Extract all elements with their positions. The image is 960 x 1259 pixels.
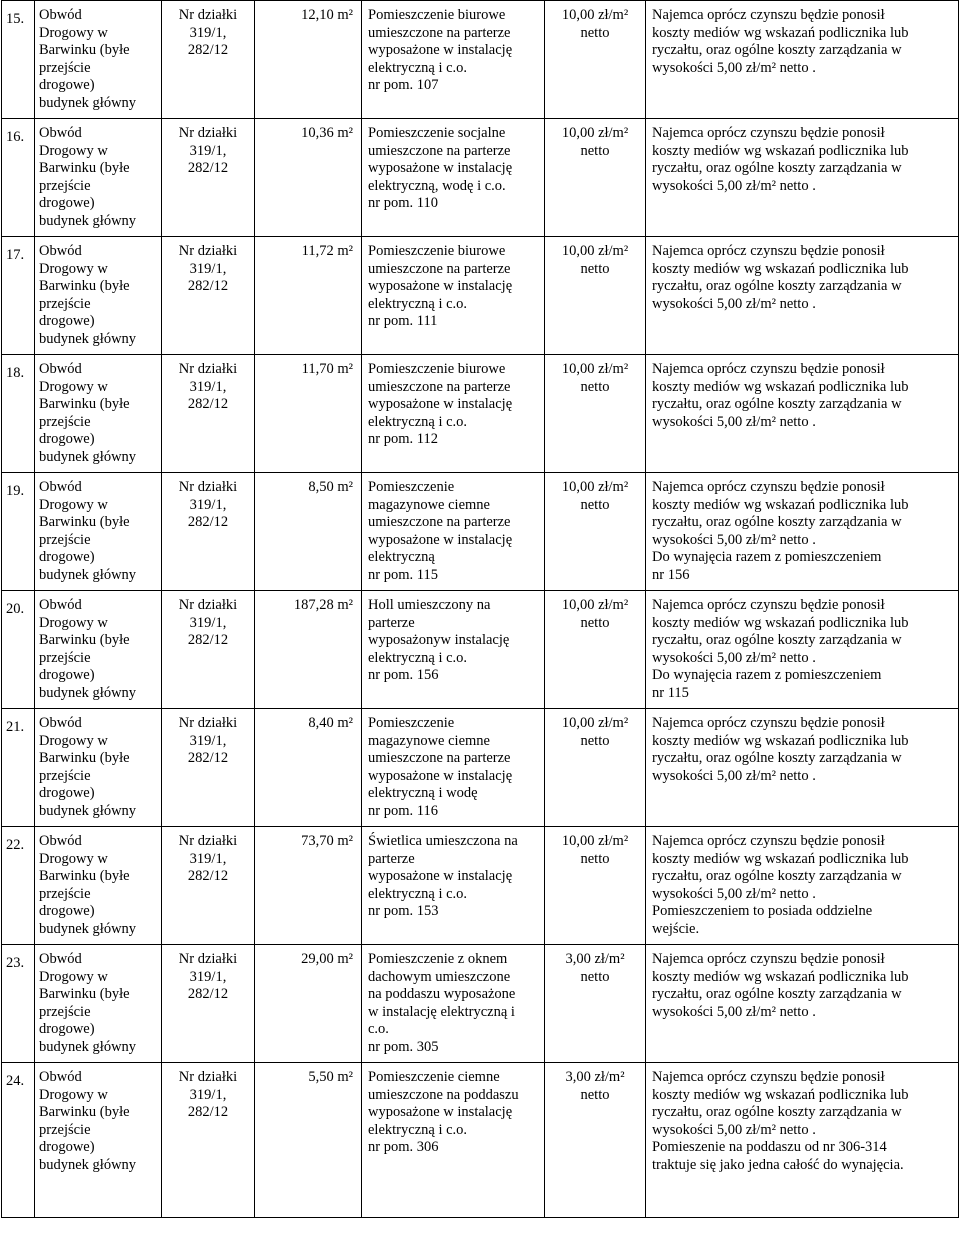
description-line: wyposażone w instalację <box>368 868 513 885</box>
plot-number-line: 319/1, <box>189 1086 227 1103</box>
description-cell <box>362 473 545 591</box>
location-line: Obwód <box>39 479 82 495</box>
table-row <box>2 1063 959 1218</box>
description-line: umieszczone na parterze <box>368 378 511 395</box>
description-line: umieszczone na parterze <box>368 750 511 767</box>
description-line: elektryczną i c.o. <box>368 413 468 430</box>
rent-price-line: 10,00 zł/m² <box>561 833 629 849</box>
plot-number-cell <box>162 1063 255 1218</box>
plot-number-line: 282/12 <box>187 868 229 885</box>
description-line: elektryczną i c.o. <box>368 649 468 666</box>
location-line: budynek główny <box>39 684 137 701</box>
area-cell: 12,10 m² <box>255 1 362 119</box>
notes-line: nr 115 <box>652 684 689 701</box>
location-line: przejście <box>39 295 91 312</box>
location-cell <box>35 355 162 473</box>
description-line: elektryczną i c.o. <box>368 1121 468 1138</box>
location-cell <box>35 473 162 591</box>
description-cell <box>362 945 545 1063</box>
rent-price-line: 10,00 zł/m² <box>561 243 629 259</box>
table-row <box>2 355 959 473</box>
area-cell: 11,72 m² <box>255 237 362 355</box>
table-row <box>2 1 959 119</box>
location-line: drogowe) <box>39 1021 95 1038</box>
row-number-cell: 24. <box>2 1063 35 1218</box>
rent-price-cell <box>545 355 646 473</box>
location-line: Drogowy w <box>39 142 108 159</box>
location-line: Barwinku (byłe <box>39 396 130 413</box>
description-cell <box>362 827 545 945</box>
notes-cell <box>646 945 959 1063</box>
location-line: Drogowy w <box>39 378 108 395</box>
description-line: wyposażone w instalację <box>368 42 513 59</box>
rent-price-line: 3,00 zł/m² <box>565 951 625 967</box>
location-line: budynek główny <box>39 566 137 583</box>
notes-line: ryczałtu, oraz ogólne koszty zarządzania w <box>652 750 902 767</box>
description-line: umieszczone na parterze <box>368 142 511 159</box>
plot-number-line: 319/1, <box>189 260 227 277</box>
notes-line: Do wynajęcia razem z pomieszczeniem <box>652 549 882 566</box>
rent-price-cell <box>545 119 646 237</box>
notes-line: traktuje się jako jedna całość do wynajęcia. <box>652 1156 904 1173</box>
rent-price-line: 10,00 zł/m² <box>561 361 629 377</box>
description-line: na poddaszu wyposażone <box>368 986 516 1003</box>
notes-line: wysokości 5,00 zł/m² netto . <box>652 885 816 902</box>
description-line: elektryczną i c.o. <box>368 59 468 76</box>
location-cell <box>35 591 162 709</box>
location-line: Obwód <box>39 1069 82 1085</box>
area-cell: 73,70 m² <box>255 827 362 945</box>
area-cell: 11,70 m² <box>255 355 362 473</box>
notes-line: Najemca oprócz czynszu będzie ponosił <box>652 125 885 141</box>
notes-line: wysokości 5,00 zł/m² netto . <box>652 59 816 76</box>
plot-number-line: 319/1, <box>189 378 227 395</box>
notes-line: koszty mediów wg wskazań podlicznika lub <box>652 968 909 985</box>
location-line: przejście <box>39 649 91 666</box>
notes-line: Najemca oprócz czynszu będzie ponosił <box>652 479 885 495</box>
description-line: Pomieszczenie <box>368 715 455 731</box>
area-cell: 5,50 m² <box>255 1063 362 1218</box>
table-row <box>2 827 959 945</box>
rent-price-line: netto <box>580 24 610 41</box>
description-line: wyposażone w instalację <box>368 278 513 295</box>
notes-cell <box>646 1063 959 1218</box>
plot-number-line: 319/1, <box>189 732 227 749</box>
location-line: Drogowy w <box>39 968 108 985</box>
rent-price-line: 10,00 zł/m² <box>561 715 629 731</box>
notes-line: wysokości 5,00 zł/m² netto . <box>652 767 816 784</box>
description-cell <box>362 355 545 473</box>
notes-cell <box>646 827 959 945</box>
description-line: nr pom. 107 <box>368 77 439 94</box>
description-cell <box>362 237 545 355</box>
description-line: nr pom. 115 <box>368 566 438 583</box>
location-cell <box>35 119 162 237</box>
rent-price-cell <box>545 237 646 355</box>
row-number-cell: 18. <box>2 355 35 473</box>
description-line: magazynowe ciemne <box>368 732 490 749</box>
rent-price-line: 10,00 zł/m² <box>561 125 629 141</box>
plot-number-line: Nr działki <box>178 479 238 495</box>
description-line: parterze <box>368 850 415 867</box>
description-line: nr pom. 111 <box>368 313 438 330</box>
notes-line: ryczałtu, oraz ogólne koszty zarządzania w <box>652 514 902 531</box>
description-line: Holl umieszczony na <box>368 597 491 613</box>
location-line: Drogowy w <box>39 496 108 513</box>
notes-line: ryczałtu, oraz ogólne koszty zarządzania w <box>652 396 902 413</box>
location-line: Obwód <box>39 715 82 731</box>
location-line: drogowe) <box>39 313 95 330</box>
description-line: dachowym umieszczone <box>368 968 511 985</box>
notes-line: Pomieszenie na poddaszu od nr 306-314 <box>652 1139 887 1156</box>
plot-number-line: Nr działki <box>178 1069 238 1085</box>
description-line: Pomieszczenie biurowe <box>368 361 506 377</box>
description-line: Pomieszczenie ciemne <box>368 1069 500 1085</box>
plot-number-line: 282/12 <box>187 160 229 177</box>
row-number-cell: 20. <box>2 591 35 709</box>
notes-line: wysokości 5,00 zł/m² netto . <box>652 1121 816 1138</box>
notes-line: koszty mediów wg wskazań podlicznika lub <box>652 850 909 867</box>
description-line: umieszczone na parterze <box>368 24 511 41</box>
notes-line: Najemca oprócz czynszu będzie ponosił <box>652 7 885 23</box>
location-line: Obwód <box>39 597 82 613</box>
plot-number-line: 319/1, <box>189 968 227 985</box>
description-line: Pomieszczenie biurowe <box>368 7 506 23</box>
plot-number-line: Nr działki <box>178 243 238 259</box>
description-line: wyposażone w instalację <box>368 1104 513 1121</box>
notes-line: wysokości 5,00 zł/m² netto . <box>652 649 816 666</box>
rent-price-line: netto <box>580 1086 610 1103</box>
notes-line: ryczałtu, oraz ogólne koszty zarządzania w <box>652 42 902 59</box>
location-line: przejście <box>39 531 91 548</box>
notes-cell <box>646 237 959 355</box>
plot-number-cell <box>162 473 255 591</box>
row-number-cell: 23. <box>2 945 35 1063</box>
plot-number-line: 282/12 <box>187 986 229 1003</box>
description-line: elektryczną i c.o. <box>368 295 468 312</box>
location-line: Obwód <box>39 125 82 141</box>
plot-number-line: 282/12 <box>187 396 229 413</box>
notes-line: wysokości 5,00 zł/m² netto . <box>652 177 816 194</box>
notes-line: nr 156 <box>652 566 690 583</box>
notes-cell <box>646 355 959 473</box>
area-cell: 8,40 m² <box>255 709 362 827</box>
plot-number-line: 282/12 <box>187 278 229 295</box>
notes-line: Najemca oprócz czynszu będzie ponosił <box>652 1069 885 1085</box>
table-row <box>2 945 959 1063</box>
plot-number-line: 282/12 <box>187 514 229 531</box>
description-cell <box>362 1 545 119</box>
rent-price-cell <box>545 591 646 709</box>
location-line: drogowe) <box>39 549 95 566</box>
location-line: Barwinku (byłe <box>39 514 130 531</box>
notes-line: wysokości 5,00 zł/m² netto . <box>652 295 816 312</box>
table-row <box>2 237 959 355</box>
description-line: wyposażone w instalację <box>368 767 513 784</box>
location-line: drogowe) <box>39 1139 95 1156</box>
location-line: budynek główny <box>39 212 137 229</box>
location-line: Obwód <box>39 361 82 377</box>
notes-cell <box>646 591 959 709</box>
row-number-cell: 16. <box>2 119 35 237</box>
plot-number-cell <box>162 355 255 473</box>
description-line: Pomieszczenie socjalne <box>368 125 506 141</box>
location-cell <box>35 827 162 945</box>
location-cell <box>35 709 162 827</box>
plot-number-cell <box>162 709 255 827</box>
description-line: nr pom. 305 <box>368 1038 439 1055</box>
location-line: Drogowy w <box>39 732 108 749</box>
notes-line: ryczałtu, oraz ogólne koszty zarządzania w <box>652 986 902 1003</box>
notes-cell <box>646 709 959 827</box>
location-line: Barwinku (byłe <box>39 868 130 885</box>
notes-line: ryczałtu, oraz ogólne koszty zarządzania w <box>652 278 902 295</box>
plot-number-line: Nr działki <box>178 125 238 141</box>
premises-table-body <box>2 1 959 1218</box>
notes-line: Najemca oprócz czynszu będzie ponosił <box>652 361 885 377</box>
description-line: Pomieszczenie z oknem <box>368 951 508 967</box>
notes-line: koszty mediów wg wskazań podlicznika lub <box>652 614 909 631</box>
rent-price-line: netto <box>580 378 610 395</box>
location-line: Barwinku (byłe <box>39 986 130 1003</box>
description-line: w instalację elektryczną i <box>368 1003 515 1020</box>
description-cell <box>362 591 545 709</box>
rent-price-cell <box>545 1 646 119</box>
description-line: elektryczną i c.o. <box>368 885 468 902</box>
notes-line: ryczałtu, oraz ogólne koszty zarządzania w <box>652 632 902 649</box>
location-line: budynek główny <box>39 802 137 819</box>
rent-price-line: netto <box>580 968 610 985</box>
description-line: nr pom. 116 <box>368 802 438 819</box>
area-cell: 29,00 m² <box>255 945 362 1063</box>
plot-number-line: 319/1, <box>189 850 227 867</box>
description-line: elektryczną <box>368 549 435 566</box>
row-number-cell: 22. <box>2 827 35 945</box>
notes-line: koszty mediów wg wskazań podlicznika lub <box>652 142 909 159</box>
premises-table <box>1 0 959 1218</box>
location-line: drogowe) <box>39 431 95 448</box>
location-line: Drogowy w <box>39 850 108 867</box>
location-line: przejście <box>39 1121 91 1138</box>
rent-price-cell <box>545 473 646 591</box>
description-line: nr pom. 153 <box>368 903 439 920</box>
row-number-cell: 17. <box>2 237 35 355</box>
rent-price-cell <box>545 709 646 827</box>
rent-price-line: netto <box>580 732 610 749</box>
rent-price-line: 10,00 zł/m² <box>561 7 629 23</box>
location-cell <box>35 237 162 355</box>
location-line: budynek główny <box>39 330 137 347</box>
notes-line: Pomieszczeniem to posiada oddzielne <box>652 903 873 920</box>
notes-line: Najemca oprócz czynszu będzie ponosił <box>652 243 885 259</box>
plot-number-line: 282/12 <box>187 632 229 649</box>
location-line: budynek główny <box>39 94 137 111</box>
location-line: drogowe) <box>39 903 95 920</box>
rent-price-line: netto <box>580 850 610 867</box>
rent-price-line: netto <box>580 614 610 631</box>
notes-line: ryczałtu, oraz ogólne koszty zarządzania w <box>652 1104 902 1121</box>
plot-number-line: 282/12 <box>187 1104 229 1121</box>
plot-number-cell <box>162 827 255 945</box>
plot-number-line: 282/12 <box>187 750 229 767</box>
row-number-cell: 15. <box>2 1 35 119</box>
plot-number-line: Nr działki <box>178 833 238 849</box>
description-line: nr pom. 110 <box>368 195 438 212</box>
notes-line: Najemca oprócz czynszu będzie ponosił <box>652 951 885 967</box>
area-cell: 8,50 m² <box>255 473 362 591</box>
description-line: nr pom. 156 <box>368 667 439 684</box>
rent-price-line: netto <box>580 496 610 513</box>
notes-cell <box>646 1 959 119</box>
location-line: Barwinku (byłe <box>39 278 130 295</box>
description-line: Pomieszczenie biurowe <box>368 243 506 259</box>
location-line: Barwinku (byłe <box>39 1104 130 1121</box>
description-line: umieszczone na poddaszu <box>368 1086 519 1103</box>
description-cell <box>362 1063 545 1218</box>
table-row <box>2 473 959 591</box>
plot-number-line: 319/1, <box>189 614 227 631</box>
plot-number-line: Nr działki <box>178 715 238 731</box>
location-line: drogowe) <box>39 785 95 802</box>
location-line: przejście <box>39 59 91 76</box>
location-line: drogowe) <box>39 195 95 212</box>
location-line: Obwód <box>39 833 82 849</box>
location-cell <box>35 1063 162 1218</box>
location-line: Drogowy w <box>39 614 108 631</box>
area-cell: 187,28 m² <box>255 591 362 709</box>
row-number-cell: 21. <box>2 709 35 827</box>
rent-price-line: 10,00 zł/m² <box>561 479 629 495</box>
description-cell <box>362 709 545 827</box>
description-line: wyposażone w instalację <box>368 396 513 413</box>
description-line: elektryczną, wodę i c.o. <box>368 177 506 194</box>
notes-line: ryczałtu, oraz ogólne koszty zarządzania w <box>652 160 902 177</box>
location-line: budynek główny <box>39 448 137 465</box>
location-cell <box>35 1 162 119</box>
notes-line: koszty mediów wg wskazań podlicznika lub <box>652 24 909 41</box>
plot-number-line: 319/1, <box>189 24 227 41</box>
location-line: Obwód <box>39 951 82 967</box>
notes-cell <box>646 473 959 591</box>
location-line: przejście <box>39 413 91 430</box>
description-line: umieszczone na parterze <box>368 260 511 277</box>
location-line: przejście <box>39 177 91 194</box>
plot-number-cell <box>162 1 255 119</box>
plot-number-cell <box>162 119 255 237</box>
notes-line: ryczałtu, oraz ogólne koszty zarządzania w <box>652 868 902 885</box>
location-line: budynek główny <box>39 1156 137 1173</box>
description-line: nr pom. 306 <box>368 1139 439 1156</box>
description-cell <box>362 119 545 237</box>
description-line: wyposażone w instalację <box>368 531 513 548</box>
notes-line: Najemca oprócz czynszu będzie ponosił <box>652 715 885 731</box>
rent-price-cell <box>545 945 646 1063</box>
notes-cell <box>646 119 959 237</box>
notes-line: Najemca oprócz czynszu będzie ponosił <box>652 833 885 849</box>
location-line: budynek główny <box>39 920 137 937</box>
description-line: magazynowe ciemne <box>368 496 490 513</box>
notes-line: koszty mediów wg wskazań podlicznika lub <box>652 378 909 395</box>
notes-line: wysokości 5,00 zł/m² netto . <box>652 413 816 430</box>
location-line: budynek główny <box>39 1038 137 1055</box>
notes-line: koszty mediów wg wskazań podlicznika lub <box>652 732 909 749</box>
rent-price-line: 10,00 zł/m² <box>561 597 629 613</box>
location-line: Barwinku (byłe <box>39 632 130 649</box>
notes-line: wysokości 5,00 zł/m² netto . <box>652 1003 816 1020</box>
location-line: Barwinku (byłe <box>39 160 130 177</box>
table-row <box>2 119 959 237</box>
plot-number-cell <box>162 945 255 1063</box>
plot-number-line: 282/12 <box>187 42 229 59</box>
description-line: wyposażonyw instalację <box>368 632 510 649</box>
location-line: Obwód <box>39 7 82 23</box>
description-line: wyposażone w instalację <box>368 160 513 177</box>
plot-number-line: 319/1, <box>189 496 227 513</box>
location-line: Drogowy w <box>39 1086 108 1103</box>
location-line: drogowe) <box>39 77 95 94</box>
rent-price-line: 3,00 zł/m² <box>565 1069 625 1085</box>
location-line: Obwód <box>39 243 82 259</box>
description-line: c.o. <box>368 1021 389 1038</box>
rent-price-line: netto <box>580 142 610 159</box>
table-row <box>2 591 959 709</box>
table-row <box>2 709 959 827</box>
notes-line: koszty mediów wg wskazań podlicznika lub <box>652 1086 909 1103</box>
location-line: przejście <box>39 1003 91 1020</box>
location-line: Barwinku (byłe <box>39 42 130 59</box>
description-line: nr pom. 112 <box>368 431 438 448</box>
plot-number-cell <box>162 591 255 709</box>
plot-number-cell <box>162 237 255 355</box>
plot-number-line: 319/1, <box>189 142 227 159</box>
area-cell: 10,36 m² <box>255 119 362 237</box>
location-line: Barwinku (byłe <box>39 750 130 767</box>
notes-line: wysokości 5,00 zł/m² netto . <box>652 531 816 548</box>
description-line: Świetlica umieszczona na <box>368 833 518 849</box>
notes-line: wejście. <box>652 920 700 937</box>
notes-line: Do wynajęcia razem z pomieszczeniem <box>652 667 882 684</box>
description-line: Pomieszczenie <box>368 479 455 495</box>
notes-line: Najemca oprócz czynszu będzie ponosił <box>652 597 885 613</box>
rent-price-line: netto <box>580 260 610 277</box>
location-line: Drogowy w <box>39 260 108 277</box>
location-line: przejście <box>39 767 91 784</box>
description-line: umieszczone na parterze <box>368 514 511 531</box>
plot-number-line: Nr działki <box>178 361 238 377</box>
notes-line: koszty mediów wg wskazań podlicznika lub <box>652 496 909 513</box>
notes-line: koszty mediów wg wskazań podlicznika lub <box>652 260 909 277</box>
description-line: elektryczną i wodę <box>368 785 478 802</box>
plot-number-line: Nr działki <box>178 951 238 967</box>
rent-price-cell <box>545 827 646 945</box>
description-line: parterze <box>368 614 415 631</box>
rent-price-cell <box>545 1063 646 1218</box>
location-cell <box>35 945 162 1063</box>
plot-number-line: Nr działki <box>178 7 238 23</box>
location-line: drogowe) <box>39 667 95 684</box>
location-line: przejście <box>39 885 91 902</box>
location-line: Drogowy w <box>39 24 108 41</box>
row-number-cell: 19. <box>2 473 35 591</box>
plot-number-line: Nr działki <box>178 597 238 613</box>
